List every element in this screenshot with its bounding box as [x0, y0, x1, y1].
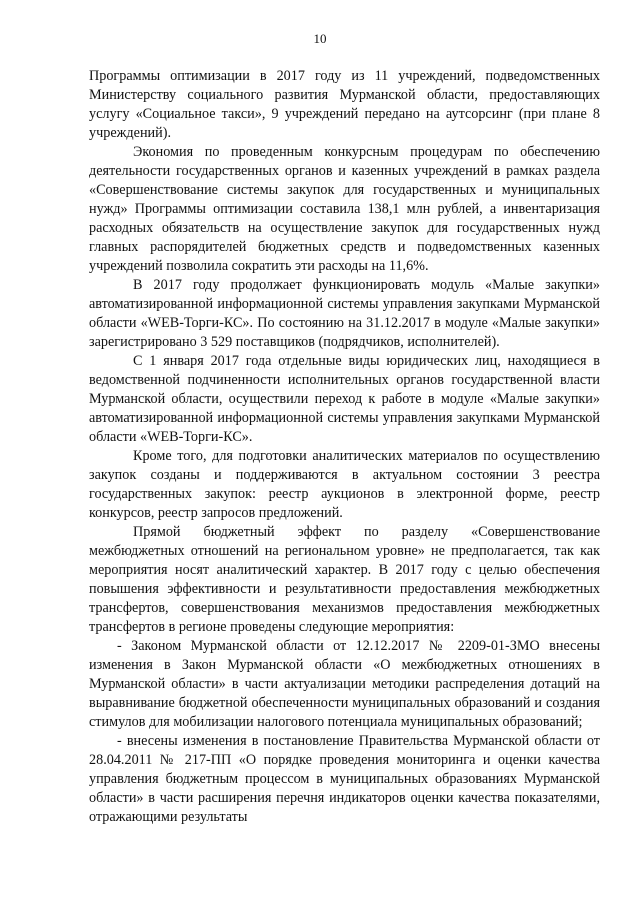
- paragraph-optimization-programs: Программы оптимизации в 2017 году из 11 учреждений, подведомственных Министерству социального развития Мурманской области, предоставляющих услугу «Социальное такси», 9 учреждений передано на аутсорсинг (при плане 8 учреждений).: [89, 68, 600, 141]
- paragraph-procurement-savings: Экономия по проведенным конкурсным процедурам по обеспечению деятельности государственных органов и казенных учреждений в рамках раздела «Совершенствование системы закупок для государственных и муниципальных нужд» Программы оптимизации составила 138,1 млн рублей, а инвентаризация расходных обязательств на осуществление закупок для государственных нужд главных распорядителей бюджетных средств и подведомственных казенных учреждений позволила сократить эти расходы на 11,6%.: [89, 144, 600, 274]
- paragraph-procurement-registries: Кроме того, для подготовки аналитических материалов по осуществлению закупок созданы и поддерживаются в актуальном состоянии 3 реестра государственных закупок: реестр аукционов в электронной форме, реестр конкурсов, реестр запросов предложений.: [89, 448, 600, 521]
- list-item-law-amendment: - Законом Мурманской области от 12.12.2017 № 2209-01-ЗМО внесены изменения в Закон Мурманской области «О межбюджетных отношениях в Мурманской области» в части актуализации методики распределения дотаций на выравнивание бюджетной обеспеченности муниципальных образований и создания стимулов для мобилизации налогового потенциала муниципальных образований;: [89, 638, 600, 730]
- list-item-resolution-amendment: - внесены изменения в постановление Правительства Мурманской области от 28.04.2011 № 217-ПП «О порядке проведения мониторинга и оценки качества управления бюджетным процессом в муниципальных образованиях Мурманской области» в части расширения перечня индикаторов оценки качества показателями, отражающими результаты: [89, 733, 600, 825]
- page-number: 10: [313, 31, 327, 46]
- paragraph-legal-entities-transition: С 1 января 2017 года отдельные виды юридических лиц, находящиеся в ведомственной подчиненности исполнительных органов государственной власти Мурманской области, осуществили переход к работе в модуле «Малые закупки» автоматизированной информационной системы управления закупками Мурманской области «WEB-Торги-КС».: [89, 353, 600, 445]
- document-body: [89, 67, 600, 827]
- paragraph-interbudgetary-relations: Прямой бюджетный эффект по разделу «Совершенствование межбюджетных отношений на региональном уровне» не предполагается, так как мероприятия носят аналитический характер. В 2017 году с целью обеспечения повышения эффективности и результативности предоставления межбюджетных трансфертов, совершенствования механизмов предоставления межбюджетных трансфертов в регионе проведены следующие мероприятия:: [89, 524, 600, 635]
- paragraph-small-purchases-module: В 2017 году продолжает функционировать модуль «Малые закупки» автоматизированной информационной системы управления закупками Мурманской области «WEB-Торги-КС». По состоянию на 31.12.2017 в модуле «Малые закупки» зарегистрировано 3 529 поставщиков (подрядчиков, исполнителей).: [89, 277, 600, 350]
